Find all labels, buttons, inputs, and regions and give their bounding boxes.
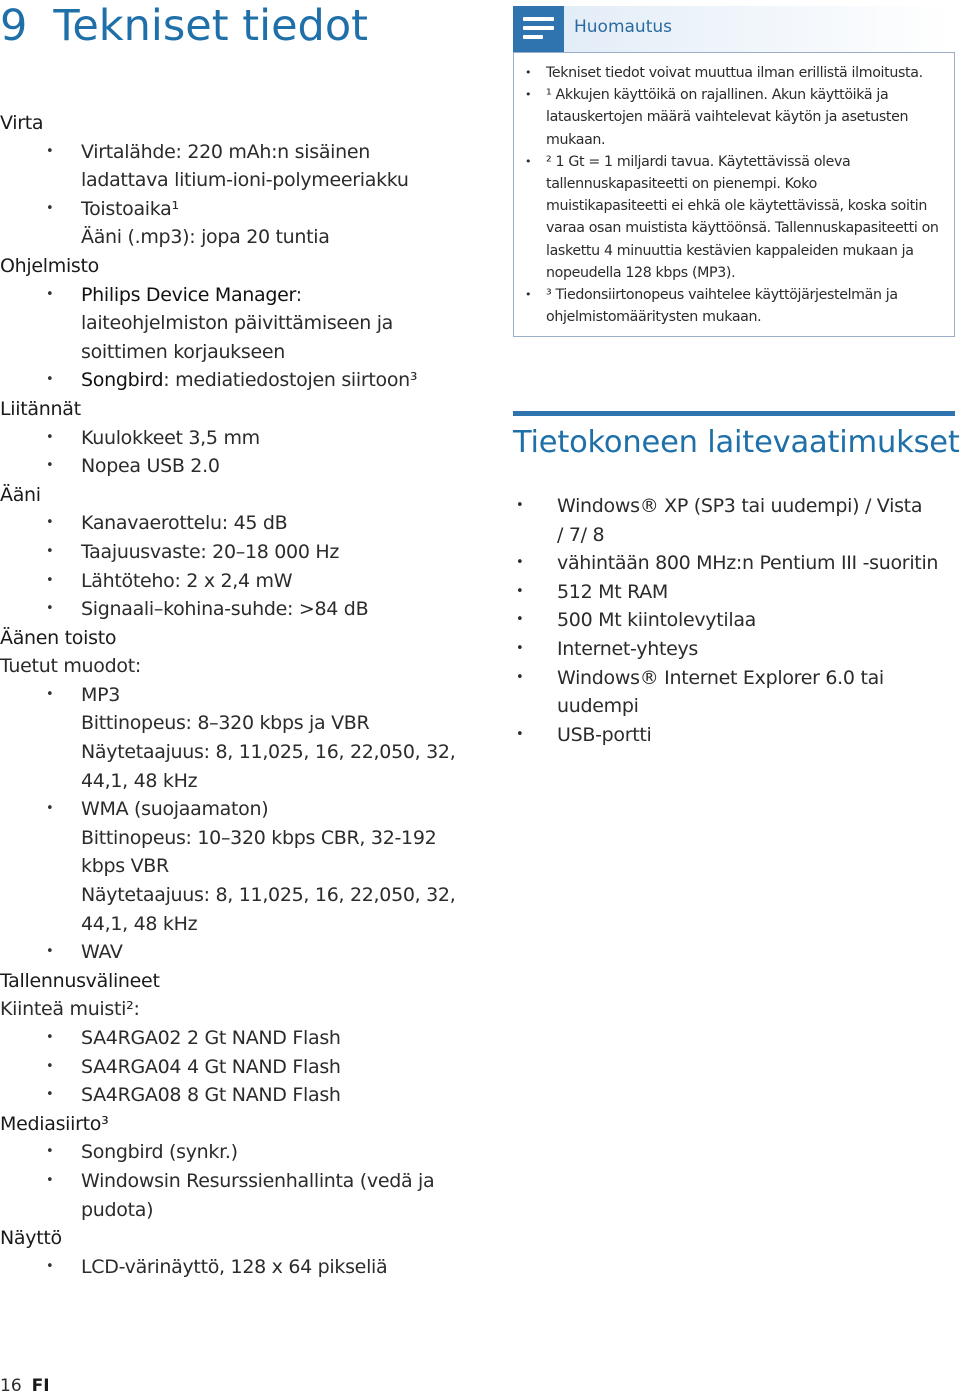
bullet-icon: • xyxy=(516,669,524,685)
item-line: Songbird (synkr.) xyxy=(81,1141,238,1164)
bullet-icon: • xyxy=(525,154,532,168)
bullet-icon: • xyxy=(516,612,524,628)
note-line: mukaan. xyxy=(546,131,606,148)
note-line: muistikapasiteetti ei ehkä ole käytettävissä, koska soitin xyxy=(546,198,928,215)
list-item xyxy=(0,452,470,481)
list-item xyxy=(0,1024,470,1053)
note-title: Huomautus xyxy=(574,17,673,37)
list-item xyxy=(513,606,955,635)
item-line: MP3 xyxy=(81,683,121,706)
item-line: WAV xyxy=(81,941,123,964)
item-line: Näytetaajuus: 8, 11,025, 16, 22,050, 32, xyxy=(81,741,456,764)
note-line: ² 1 Gt = 1 miljardi tavua. Käytettävissä oleva xyxy=(546,153,851,170)
item-line: WMA (suojaamaton) xyxy=(81,798,269,821)
item-line: Internet-yhteys xyxy=(557,637,699,660)
list-item xyxy=(0,1053,470,1082)
list-ohjelmisto xyxy=(0,281,470,395)
section-heading-aani: Ääni xyxy=(0,483,41,506)
item-line: SA4RGA04 4 Gt NAND Flash xyxy=(81,1055,341,1078)
item-line: vähintään 800 MHz:n Pentium III -suoritin xyxy=(557,552,939,575)
list-item xyxy=(0,509,470,538)
bullet-icon: • xyxy=(46,515,54,531)
note-line: ¹ Akkujen käyttöikä on rajallinen. Akun käyttöikä ja xyxy=(546,87,889,104)
section-heading-mediasiirto: Mediasiirto³ xyxy=(0,1112,109,1135)
item-line: Windows® Internet Explorer 6.0 tai xyxy=(557,666,884,689)
bullet-icon: • xyxy=(46,543,54,559)
bullet-icon: • xyxy=(46,686,54,702)
page-number: 16 xyxy=(0,1376,22,1396)
list-item xyxy=(0,938,470,967)
chapter-title xyxy=(0,0,368,54)
item-line: soittimen korjaukseen xyxy=(81,340,286,363)
note-line: ohjelmistomääritysten mukaan. xyxy=(546,309,762,326)
list-item xyxy=(0,1138,470,1167)
list-virta xyxy=(0,138,470,252)
note-line: varaa osan muistista käyttöönsä. Tallennuskapasiteetti on xyxy=(546,220,939,237)
note-line: ³ Tiedonsiirtonopeus vaihtelee käyttöjärjestelmän ja xyxy=(546,287,898,304)
item-text: : xyxy=(295,283,302,306)
bullet-icon: • xyxy=(46,572,54,588)
list-item xyxy=(0,1167,470,1224)
note-line: nopeudella 128 kbps (MP3). xyxy=(546,264,736,281)
bullet-icon: • xyxy=(46,601,54,617)
list-item xyxy=(0,281,470,367)
bullet-icon: • xyxy=(46,200,54,216)
item-text: : mediatiedostojen siirtoon³ xyxy=(163,369,418,392)
note-list xyxy=(513,62,955,328)
list-item xyxy=(0,567,470,596)
list-storage xyxy=(0,1024,470,1110)
item-line: Windows® XP (SP3 tai uudempi) / Vista xyxy=(557,495,923,517)
bullet-icon: • xyxy=(46,143,54,159)
list-item xyxy=(0,1081,470,1110)
note-item xyxy=(513,84,955,151)
item-line: Windowsin Resurssienhallinta (vedä ja xyxy=(81,1169,435,1192)
list-item xyxy=(0,595,470,624)
item-line: Virtalähde: 220 mAh:n sisäinen xyxy=(81,140,371,163)
item-line: LCD-värinäyttö, 128 x 64 pikseliä xyxy=(81,1255,388,1278)
requirements-list xyxy=(513,492,955,749)
list-item xyxy=(513,492,955,549)
section-heading-liitannat: Liitännät xyxy=(0,397,81,420)
item-line: uudempi xyxy=(557,695,639,718)
section-divider xyxy=(513,411,955,416)
bullet-icon: • xyxy=(46,1258,54,1274)
section-heading-naytto: Näyttö xyxy=(0,1227,62,1250)
chapter-number: 9 xyxy=(0,1,28,51)
item-line xyxy=(81,281,470,310)
item-line: SA4RGA08 8 Gt NAND Flash xyxy=(81,1084,341,1107)
bullet-icon: • xyxy=(525,88,532,102)
bullet-icon: • xyxy=(46,429,54,445)
item-line: Bittinopeus: 8–320 kbps ja VBR xyxy=(81,712,370,735)
note-line: Tekniset tiedot voivat muuttua ilman erillistä ilmoitusta. xyxy=(546,65,923,81)
item-line: Toistoaika¹ xyxy=(81,197,179,220)
list-item xyxy=(0,1253,470,1282)
internal-memory-label: Kiinteä muisti²: xyxy=(0,998,140,1021)
item-line: Signaali–kohina-suhde: >84 dB xyxy=(81,598,369,621)
list-item xyxy=(513,721,955,750)
item-line: 44,1, 48 kHz xyxy=(81,912,198,935)
item-line: Kuulokkeet 3,5 mm xyxy=(81,426,260,449)
bullet-icon: • xyxy=(525,66,532,79)
item-line: laiteohjelmiston päivittämiseen ja xyxy=(81,312,394,335)
list-item xyxy=(0,366,470,395)
item-line: 44,1, 48 kHz xyxy=(81,769,198,792)
item-line: kbps VBR xyxy=(81,855,169,878)
item-line: ladattava litium-ioni-polymeeriakku xyxy=(81,169,409,192)
bullet-icon: • xyxy=(516,498,524,513)
requirements-title: Tietokoneen laitevaatimukset xyxy=(513,425,960,460)
bullet-icon: • xyxy=(516,555,524,571)
bullet-icon: • xyxy=(516,640,524,656)
language-code: FI xyxy=(31,1376,50,1396)
item-line: Kanavaerottelu: 45 dB xyxy=(81,512,288,535)
page-footer xyxy=(0,1376,50,1396)
chapter-title-text: Tekniset tiedot xyxy=(53,1,368,51)
item-line: 500 Mt kiintolevytilaa xyxy=(557,609,757,632)
list-item xyxy=(513,664,955,721)
note-line: latauskertojen määrä vaihtelevat käytön ja asetusten xyxy=(546,109,909,126)
list-item xyxy=(513,635,955,664)
item-line: Nopea USB 2.0 xyxy=(81,455,220,478)
list-item xyxy=(0,795,470,938)
list-item xyxy=(513,549,955,578)
item-line: Lähtöteho: 2 x 2,4 mW xyxy=(81,569,293,592)
item-line: 512 Mt RAM xyxy=(557,580,669,603)
list-item xyxy=(0,195,470,252)
list-item xyxy=(0,681,470,795)
note-item xyxy=(513,284,955,328)
item-line: pudota) xyxy=(81,1198,154,1221)
list-display xyxy=(0,1253,470,1282)
item-line xyxy=(81,366,470,395)
software-label: Songbird xyxy=(81,369,164,392)
bullet-icon: • xyxy=(46,372,54,388)
section-heading-ohjelmisto: Ohjelmisto xyxy=(0,254,100,277)
bullet-icon: • xyxy=(516,726,524,742)
note-lines-icon xyxy=(513,6,564,52)
list-item xyxy=(0,138,470,195)
note-line: laskettu 4 minuuttia kestävien kappaleiden mukaan ja xyxy=(546,242,914,259)
section-heading-tallennus: Tallennusvälineet xyxy=(0,969,160,992)
list-liitannat xyxy=(0,424,470,481)
item-line: Näytetaajuus: 8, 11,025, 16, 22,050, 32, xyxy=(81,884,456,907)
supported-formats-label: Tuetut muodot: xyxy=(0,655,141,678)
list-item xyxy=(0,424,470,453)
bullet-icon: • xyxy=(46,801,54,817)
bullet-icon: • xyxy=(46,1144,54,1160)
item-line: Bittinopeus: 10–320 kbps CBR, 32-192 xyxy=(81,826,437,849)
note-item xyxy=(513,62,955,84)
note-header xyxy=(513,6,955,52)
software-label: Philips Device Manager xyxy=(81,283,296,306)
list-aani xyxy=(0,509,470,623)
specifications-column xyxy=(0,109,470,1281)
bullet-icon: • xyxy=(46,1172,54,1188)
note-line: tallennuskapasiteetti on pienempi. Koko xyxy=(546,176,817,193)
bullet-icon: • xyxy=(516,583,524,599)
item-line: SA4RGA02 2 Gt NAND Flash xyxy=(81,1027,341,1049)
list-media-transfer xyxy=(0,1138,470,1224)
bullet-icon: • xyxy=(525,288,532,302)
section-heading-aanen-toisto: Äänen toisto xyxy=(0,626,117,649)
bullet-icon: • xyxy=(46,1058,54,1074)
item-line: USB-portti xyxy=(557,723,652,746)
item-line: Taajuusvaste: 20–18 000 Hz xyxy=(81,540,340,563)
bullet-icon: • xyxy=(46,1030,54,1045)
bullet-icon: • xyxy=(46,1087,54,1103)
item-line: Ääni (.mp3): jopa 20 tuntia xyxy=(81,226,330,249)
bullet-icon: • xyxy=(46,458,54,474)
note-item xyxy=(513,151,955,284)
list-item xyxy=(0,538,470,567)
list-formats xyxy=(0,681,470,967)
bullet-icon: • xyxy=(46,944,54,960)
section-heading-virta: Virta xyxy=(0,112,44,134)
list-item xyxy=(513,578,955,607)
item-line: / 7/ 8 xyxy=(557,523,605,546)
bullet-icon: • xyxy=(46,286,54,302)
